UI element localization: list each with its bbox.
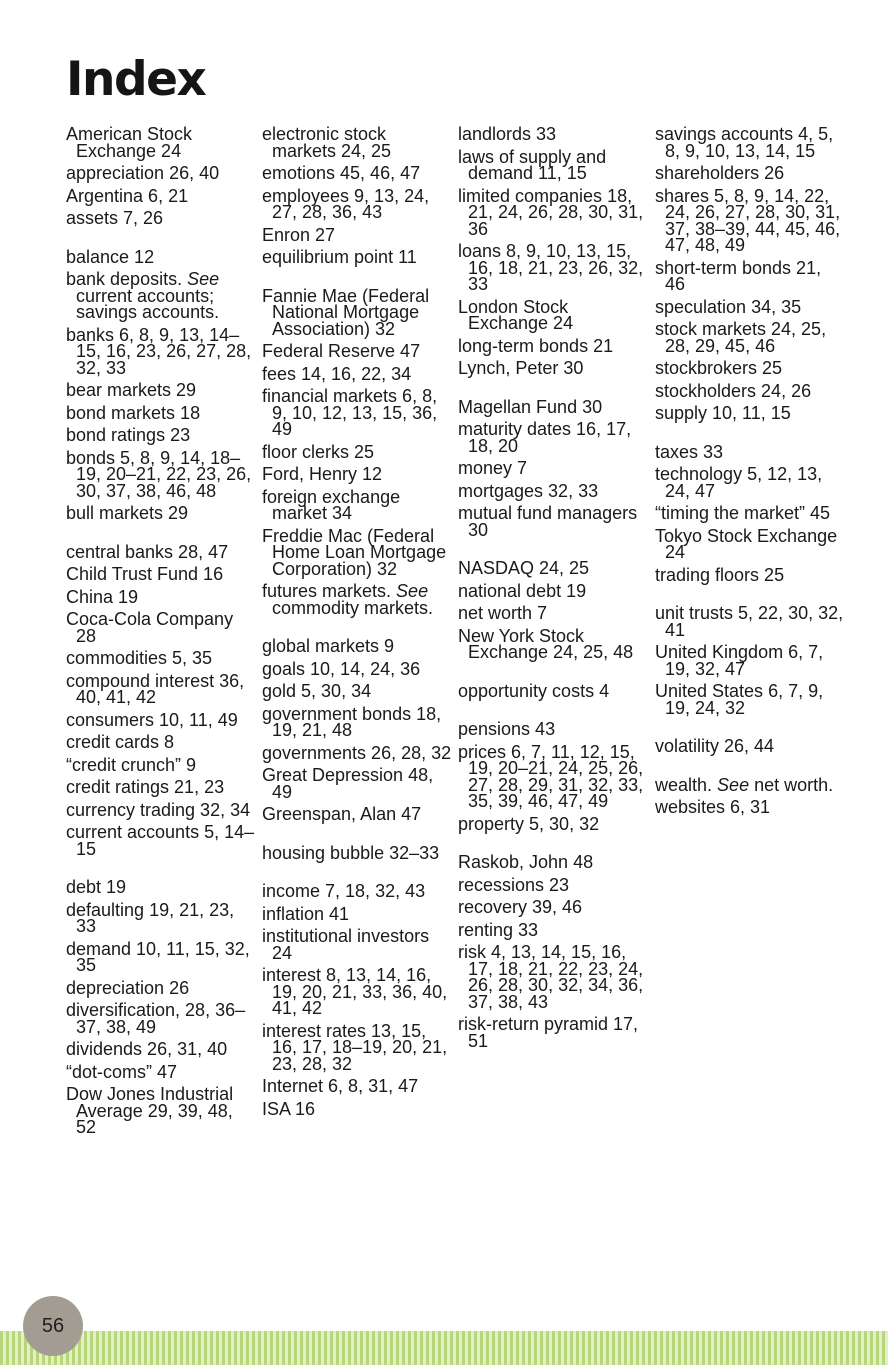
index-entry-text: renting 33 [458,919,539,940]
index-entry [655,321,845,354]
index-entry [66,709,256,730]
index-entry-text: trading floors 25 [655,564,785,585]
index-entry-text: diversification, 28, 36–37, 38, 49 [66,1000,246,1037]
index-entry-text: foreign exchange market 34 [262,486,401,523]
index-entry [66,427,256,444]
index-entry [262,285,452,339]
index-entry-text: Great Depression 48, 49 [262,765,434,802]
index-entry [262,638,452,655]
index-entry [458,185,648,239]
index-entry [66,779,256,796]
index-entry [458,296,648,333]
index-entry-text: stock markets 24, 25, 28, 29, 45, 46 [655,319,827,356]
index-entry [66,185,256,206]
index-entry [458,605,648,622]
index-entry-text: laws of supply and demand 11, 15 [458,146,607,183]
index-entry [458,560,648,577]
index-entry [262,742,452,763]
index-column-4 [655,126,845,822]
index-entry-text: net worth 7 [458,603,548,623]
page-title: Index [66,52,206,107]
index-entry [66,165,256,182]
index-entry [66,899,256,936]
index-entry-text: Raskob, John 48 [458,852,594,872]
index-entry-text: Ford, Henry 12 [262,464,383,484]
index-entry [655,360,845,377]
index-entry [655,185,845,255]
index-entry-text: mutual fund managers 30 [458,503,638,540]
index-entry [458,741,648,811]
index-entry [655,738,845,755]
index-entry-text: current accounts 5, 14–15 [66,822,255,859]
footer-stripe [0,1331,888,1365]
index-entry [458,625,648,662]
index-entry [655,380,845,401]
index-entry-text: ISA 16 [262,1098,316,1119]
index-entry-text: consumers 10, 11, 49 [66,709,238,730]
index-entry-text: housing bubble 32–33 [262,842,440,863]
index-entry [262,683,452,700]
index-entry-text: mortgages 32, 33 [458,480,599,501]
index-entry-text: prices 6, 7, 11, 12, 15, 19, 20–21, 24, 25, 26, 27, 28, 29, 31, 32, 33, 35, 39, 46, 47, 49 [458,741,644,811]
index-entry [458,899,648,916]
index-entry-text: recessions 23 [458,874,570,895]
index-entry [262,1098,452,1119]
index-entry-text: demand 10, 11, 15, 32, 35 [66,938,250,975]
index-entry-text: stockholders 24, 26 [655,380,812,401]
index-entry [262,224,452,245]
index-entry [458,335,648,356]
index-entry [66,1086,256,1136]
index-entry [262,842,452,863]
index-entry [262,343,452,360]
index-entry [655,505,845,522]
index-entry [66,126,256,159]
index-entry-text: Internet 6, 8, 31, 47 [262,1076,419,1096]
index-entry-text: governments 26, 28, 32 [262,742,452,763]
index-entry-text: United Kingdom 6, 7, 19, 32, 47 [655,642,824,679]
index-entry [262,441,452,462]
index-entry [262,883,452,900]
index-entry-text: interest rates 13, 15, 16, 17, 18–19, 20, 21, 23, 28, 32 [262,1020,448,1074]
index-entry-text: equilibrium point 11 [262,247,417,267]
index-entry [66,271,256,321]
index-entry [66,734,256,751]
index-entry [66,447,256,501]
index-entry [262,928,452,961]
index-entry-text: limited companies 18, 21, 24, 26, 28, 30, 31, 36 [458,185,644,239]
index-entry-text: speculation 34, 35 [655,296,802,317]
index-entry [262,658,452,679]
index-entry-text: floor clerks 25 [262,441,375,462]
index-entry [458,146,648,183]
index-entry-text: websites 6, 31 [655,797,771,817]
index-entry-text: bond markets 18 [66,402,201,423]
index-entry [262,388,452,438]
index-entry-reference: commodity markets. [272,597,434,618]
index-entry [66,1002,256,1035]
index-entry-text: shares 5, 8, 9, 14, 22, 24, 26, 27, 28, 30, 31, 37, 38–39, 44, 45, 46, 47, 48, 49 [655,185,841,255]
index-entry [66,650,256,667]
index-entry [262,249,452,266]
index-entry [262,703,452,740]
index-column-3 [458,126,648,1055]
index-entry [655,774,845,795]
index-entry-text: taxes 33 [655,441,724,462]
index-entry [458,874,648,895]
index-entry-text: China 19 [66,586,139,607]
index-entry-text: New York Stock Exchange 24, 25, 48 [458,625,634,662]
index-entry-text: bank deposits. [66,269,188,289]
index-entry-text: Enron 27 [262,224,336,245]
index-entry-text: loans 8, 9, 10, 13, 15, 16, 18, 21, 23, 26, 32, 33 [458,241,644,294]
index-entry-text: electronic stock markets 24, 25 [262,124,392,161]
index-entry-text: global markets 9 [262,636,395,656]
index-entry-text: money 7 [458,458,528,478]
index-entry [66,1041,256,1058]
index-column-2 [262,126,452,1123]
index-entry [262,126,452,159]
index-entry [655,257,845,294]
index-entry [458,813,648,834]
index-entry [458,919,648,940]
index-entry [66,402,256,423]
index-entry-text: gold 5, 30, 34 [262,681,372,701]
index-entry-text: appreciation 26, 40 [66,163,220,183]
index-entry [655,405,845,422]
index-entry-text: Dow Jones Industrial Average 29, 39, 48, 52 [66,1084,234,1137]
index-entry-text: banks 6, 8, 9, 13, 14–15, 16, 23, 26, 27, 28, 32, 33 [66,324,252,378]
index-entry [655,296,845,317]
index-entry [262,466,452,483]
index-entry [655,466,845,499]
index-column-1 [66,126,256,1142]
index-entry-text: NASDAQ 24, 25 [458,558,590,578]
index-entry-text: compound interest 36, 40, 41, 42 [66,670,245,707]
index-entry-text: long-term bonds 21 [458,335,614,356]
index-entry [66,566,256,583]
index-entry-text: credit cards 8 [66,732,175,752]
index-entry-text: emotions 45, 46, 47 [262,163,421,183]
index-entry-text: technology 5, 12, 13, 24, 47 [655,464,823,501]
index-entry-text: currency trading 32, 34 [66,799,251,820]
index-entry-text: Freddie Mac (Federal Home Loan Mortgage Corporation) 32 [262,525,447,579]
index-entry-text: unit trusts 5, 22, 30, 32, 41 [655,603,844,640]
index-entry [458,944,648,1010]
index-entry-text: commodities 5, 35 [66,648,213,668]
index-entry-text: “timing the market” 45 [655,503,831,523]
index-entry [458,126,648,143]
index-entry [66,977,256,998]
index-entry [262,1020,452,1074]
index-entry [655,525,845,562]
index-entry-text: Magellan Fund 30 [458,396,603,417]
index-entry-text: income 7, 18, 32, 43 [262,881,426,901]
index-entry [66,210,256,227]
index-entry-text: risk-return pyramid 17, 51 [458,1014,639,1051]
index-entry-text: volatility 26, 44 [655,736,775,756]
index-entry [262,363,452,384]
index-entry-text: depreciation 26 [66,977,190,998]
index-entry-text: employees 9, 13, 24, 27, 28, 36, 43 [262,185,430,222]
index-entry [262,165,452,182]
index-entry-text: stockbrokers 25 [655,358,783,378]
index-entry [458,360,648,377]
index-entry [66,670,256,707]
index-entry [66,324,256,378]
index-entry [458,680,648,701]
index-entry [655,605,845,638]
index-entry-text: Child Trust Fund 16 [66,564,224,584]
index-entry-text: Greenspan, Alan 47 [262,804,422,824]
index-entry [655,683,845,716]
index-entry-text: debt 19 [66,877,127,897]
page-number-badge [23,1296,83,1356]
index-entry-text: inflation 41 [262,903,350,924]
index-entry [262,806,452,823]
index-entry [262,903,452,924]
index-entry [655,799,845,816]
index-entry-text: dividends 26, 31, 40 [66,1039,228,1059]
index-entry-text: national debt 19 [458,580,587,601]
index-entry-text: Lynch, Peter 30 [458,358,584,378]
index-entry-text: United States 6, 7, 9, 19, 24, 32 [655,681,824,718]
index-entry [655,564,845,585]
index-entry-text: credit ratings 21, 23 [66,777,225,797]
index-entry-text: bear markets 29 [66,380,197,400]
index-entry [66,879,256,896]
index-entry [66,611,256,644]
index-entry-text: interest 8, 13, 14, 16, 19, 20, 21, 33, 36, 40, 41, 42 [262,965,448,1018]
index-entry-reference: net worth. [749,774,834,795]
index-entry-text: property 5, 30, 32 [458,813,600,834]
index-entry [655,165,845,182]
see-reference: See [717,774,750,795]
index-entry-text: “credit crunch” 9 [66,754,197,775]
index-entry [66,799,256,820]
index-entry-text: wealth. [655,774,718,795]
index-entry-text: pensions 43 [458,719,556,739]
index-entry [66,938,256,975]
index-entry [655,126,845,159]
index-entry-text: short-term bonds 21, 46 [655,257,822,294]
index-entry [262,486,452,523]
index-entry-text: Tokyo Stock Exchange 24 [655,525,838,562]
index-entry [66,382,256,399]
index-entry-text: balance 12 [66,246,155,267]
index-entry-text: Fannie Mae (Federal National Mortgage Association) 32 [262,285,430,339]
index-entry-text: supply 10, 11, 15 [655,403,791,423]
index-entry-text: institutional investors 24 [262,926,430,963]
index-entry-text: Argentina 6, 21 [66,185,189,206]
index-entry [262,185,452,222]
index-entry [458,721,648,738]
index-entry-text: bull markets 29 [66,503,189,523]
index-entry-text: fees 14, 16, 22, 34 [262,363,412,384]
index-entry-text: government bonds 18, 19, 21, 48 [262,703,442,740]
index-entry-text: savings accounts 4, 5, 8, 9, 10, 13, 14, 15 [655,124,834,161]
index-entry [262,1078,452,1095]
index-entry-text: London Stock Exchange 24 [458,296,574,333]
index-entry [262,767,452,800]
index-entry-text: assets 7, 26 [66,208,164,228]
index-entry-text: defaulting 19, 21, 23, 33 [66,899,235,936]
index-entry-text: landlords 33 [458,124,557,144]
index-entry [66,754,256,775]
index-entry [66,824,256,857]
index-entry [458,243,648,293]
index-entry [458,396,648,417]
index-entry-text: risk 4, 13, 14, 15, 16, 17, 18, 21, 22, 23, 24, 26, 28, 30, 32, 34, 36, 37, 38, 43 [458,942,644,1012]
index-entry-text: opportunity costs 4 [458,680,610,701]
index-entry [262,583,452,616]
index-entry [66,246,256,267]
index-entry [66,586,256,607]
index-entry-text: recovery 39, 46 [458,897,583,917]
index-entry [458,505,648,538]
index-entry-text: shareholders 26 [655,163,785,183]
index-entry [458,460,648,477]
index-entry-text: futures markets. [262,581,397,601]
index-entry-text: American Stock Exchange 24 [66,124,193,161]
index-entry [458,580,648,601]
index-entry [262,525,452,579]
index-entry-text: goals 10, 14, 24, 36 [262,658,421,679]
see-reference: See [187,269,220,289]
index-entry [262,967,452,1017]
index-entry-text: bond ratings 23 [66,425,191,445]
index-entry-text: “dot-coms” 47 [66,1061,178,1082]
index-entry [458,421,648,454]
index-entry-text: central banks 28, 47 [66,541,229,562]
index-entry [458,1016,648,1049]
index-entry [66,1061,256,1082]
index-entry [66,541,256,562]
page-number: 56 [41,1314,65,1337]
index-entry [66,505,256,522]
index-entry-text: financial markets 6, 8, 9, 10, 12, 13, 15, 36, 49 [262,386,438,439]
see-reference: See [396,581,429,601]
index-entry [458,854,648,871]
index-entry [655,644,845,677]
index-entry [458,480,648,501]
index-entry-text: Coca-Cola Company 28 [66,609,234,646]
index-entry-text: maturity dates 16, 17, 18, 20 [458,419,632,456]
index-entry-reference: current accounts; savings accounts. [76,285,220,322]
index-entry-text: Federal Reserve 47 [262,341,421,361]
index-entry [655,441,845,462]
index-entry-text: bonds 5, 8, 9, 14, 18–19, 20–21, 22, 23, 26, 30, 37, 38, 46, 48 [66,447,252,501]
